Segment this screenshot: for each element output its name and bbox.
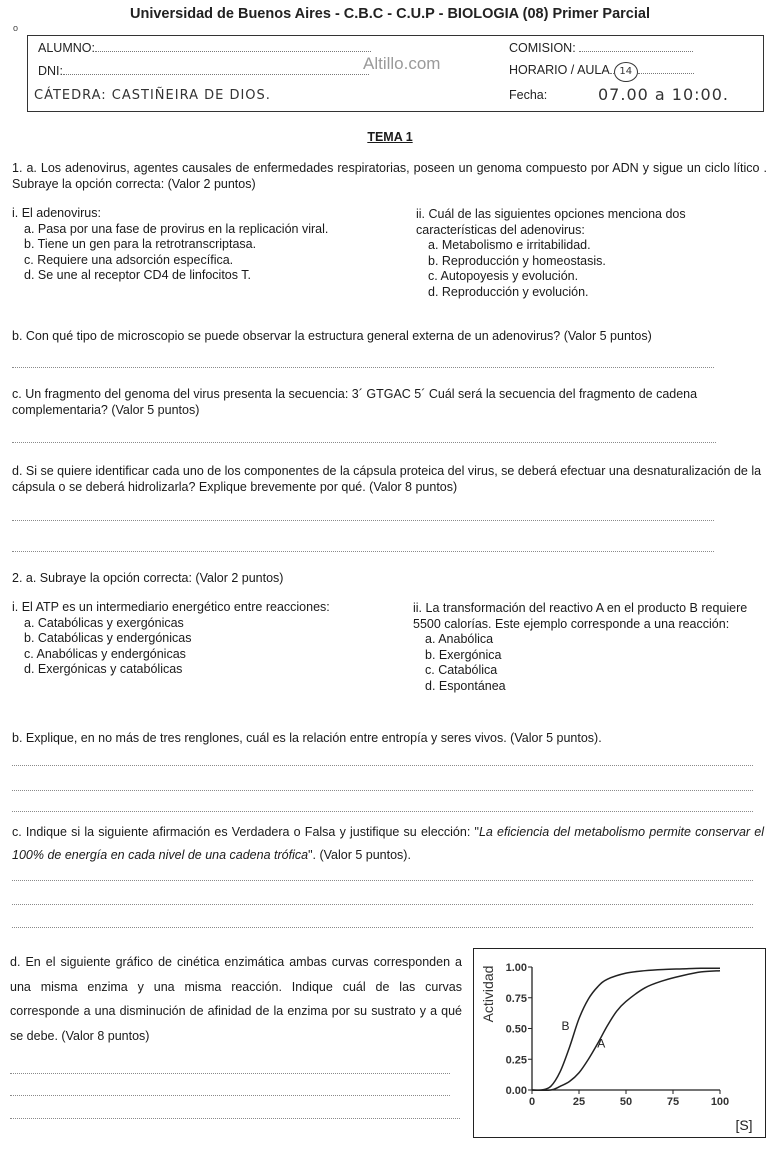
q1-i-option-c[interactable]: c. Requiere una adsorción específica. (24, 252, 234, 267)
q2-i-option-a[interactable]: a. Catabólicas y exergónicas (24, 615, 184, 630)
q1-d-question: d. Si se quiere identificar cada uno de los componentes de la cápsula proteica del virus, se deberá efectuar una desnaturalización de la cápsula o se deberá hidrolizarla? Explique brevemente por qué. (Valor 8 puntos) (12, 464, 762, 494)
catedra-handwritten: CÁTEDRA: CASTIÑEIRA DE DIOS. (34, 88, 271, 103)
q2-i-block (12, 600, 392, 678)
q1-i-block (12, 206, 392, 284)
curve-label-b: B (561, 1019, 570, 1034)
q1-ii-option-b[interactable]: b. Reproducción y homeostasis. (428, 253, 606, 268)
x-tick-label: 25 (572, 1096, 586, 1108)
horario-field[interactable] (509, 62, 694, 82)
q2-d-question: d. En el siguiente gráfico de cinética enzimática ambas curvas corresponden a una misma enzima y una misma reacción. Indique cuál de las curvas corresponde a una disminución de afinidad de la enzima por su sustrato y a qué se debe. (Valor 8 puntos) (10, 955, 462, 1043)
q2-i-option-d[interactable]: d. Exergónicas y catabólicas (24, 662, 183, 676)
q2-ii-block (413, 601, 753, 694)
horario-label: HORARIO / AULA (509, 63, 610, 77)
q2-c-suffix: ". (Valor 5 puntos). (308, 848, 411, 862)
q2-d-answer-line-3[interactable] (10, 1118, 460, 1119)
q2-c-answer-line-2[interactable] (12, 904, 753, 905)
q2-intro: 2. a. Subraye la opción correcta: (Valor 2 puntos) (12, 571, 284, 585)
q2-b-answer-line-2[interactable] (12, 790, 753, 791)
dni-label: DNI: (38, 64, 63, 78)
q1-b-question: b. Con qué tipo de microscopio se puede observar la estructura general externa de un adenovirus? (Valor 5 puntos) (12, 329, 652, 343)
q1-intro: 1. a. Los adenovirus, agentes causales de enfermedades respiratorias, poseen un genoma compuesto por ADN y sigue un ciclo lítico . Subraye la opción correcta: (Valor 2 puntos) (12, 161, 767, 191)
comision-blank[interactable] (579, 41, 693, 52)
dni-blank[interactable] (63, 64, 369, 75)
q1-i-option-b[interactable]: b. Tiene un gen para la retrotranscriptasa. (24, 237, 257, 251)
chart-curves (532, 968, 720, 1090)
q2-c-prefix: c. Indique si la siguiente afirmación es Verdadera o Falsa y justifique su elección: " (12, 825, 479, 839)
q2-i-option-b[interactable]: b. Catabólicas y endergónicas (24, 631, 192, 645)
q2-ii-option-a[interactable]: a. Anabólica (425, 632, 494, 646)
q1-ii-option-a[interactable]: a. Metabolismo e irritabilidad. (428, 238, 591, 252)
q2-c-answer-line-1[interactable] (12, 880, 753, 881)
q1-b-answer-line[interactable] (12, 367, 714, 368)
q1-c-question: c. Un fragmento del genoma del virus presenta la secuencia: 3´ GTGAC 5´ Cuál será la secuencia del fragmento de cadena complementaria? (Valor 5 puntos) (12, 387, 698, 417)
q2-i-stem: i. El ATP es un intermediario energético entre reacciones: (12, 600, 330, 614)
q2-d-answer-line-1[interactable] (10, 1073, 450, 1074)
q1-ii-option-d[interactable]: d. Reproducción y evolución. (428, 284, 589, 299)
x-axis-label: [S] (735, 1117, 753, 1133)
alumno-blank[interactable] (95, 41, 371, 52)
q2-b-answer-line-1[interactable] (12, 765, 753, 766)
q2-ii-option-b[interactable]: b. Exergónica (425, 647, 502, 662)
x-tick-label: 75 (666, 1096, 680, 1108)
chart-svg (474, 949, 764, 1136)
q1-d-answer-line-1[interactable] (12, 520, 714, 521)
q2-b-question: b. Explique, en no más de tres renglones, cuál es la relación entre entropía y seres vivos. (Valor 5 puntos). (12, 731, 602, 745)
comision-label: COMISION: (509, 41, 576, 55)
q2-d-answer-line-2[interactable] (10, 1095, 450, 1096)
horario-blank[interactable] (638, 63, 694, 74)
q1-ii-block (416, 207, 716, 300)
y-tick-label: 0.75 (505, 992, 527, 1005)
q2-ii-option-d[interactable]: d. Espontánea (425, 678, 506, 693)
enzyme-kinetics-chart (473, 948, 766, 1138)
q1-i-option-a[interactable]: a. Pasa por una fase de provirus en la replicación viral. (24, 221, 329, 236)
exam-title: Universidad de Buenos Aires - C.B.C - C.U.P - BIOLOGIA (08) Primer Parcial (130, 6, 650, 22)
q2-b-answer-line-3[interactable] (12, 811, 753, 812)
q1-i-option-d[interactable]: d. Se une al receptor CD4 de linfocitos T. (24, 268, 251, 282)
y-tick-label: 0.25 (505, 1054, 527, 1067)
alumno-field[interactable] (38, 41, 371, 55)
corner-mark: o (13, 23, 19, 33)
q2-c-answer-line-3[interactable] (12, 927, 753, 928)
comision-field[interactable] (509, 41, 693, 55)
chart-axes (506, 962, 730, 1108)
q1-c-answer-line[interactable] (12, 442, 716, 443)
y-tick-label: 0.50 (505, 1023, 527, 1036)
q2-i-option-c[interactable]: c. Anabólicas y endergónicas (24, 646, 186, 661)
curve-b (532, 968, 720, 1090)
q2-c-quote: La eficiencia del metabolismo permite conservar el 100% de energía en cada nivel de una cadena trófica (12, 825, 764, 862)
dni-field[interactable] (38, 64, 369, 78)
q2-ii-option-c[interactable]: c. Catabólica (425, 663, 498, 677)
q2-ii-stem: ii. La transformación del reactivo A en el producto B requiere 5500 calorías. Este ejemplo corresponde a una reacción: (413, 601, 748, 631)
y-tick-label: 1.00 (505, 962, 527, 974)
alumno-label: ALUMNO: (38, 41, 95, 55)
q1-d-answer-line-2[interactable] (12, 551, 714, 552)
fecha-label: Fecha: (509, 88, 548, 102)
section-heading: TEMA 1 (367, 130, 413, 144)
watermark: Altillo.com (363, 54, 441, 73)
y-axis-label: Actividad (480, 965, 496, 1023)
q1-ii-stem: ii. Cuál de las siguientes opciones menciona dos características del adenovirus: (416, 207, 686, 237)
fecha-handwritten: 07.00 a 10:00. (598, 85, 729, 104)
y-tick-label: 0.00 (505, 1085, 527, 1097)
q1-ii-option-c[interactable]: c. Autopoyesis y evolución. (428, 269, 579, 283)
aula-handwritten: 14 (614, 62, 638, 82)
x-tick-label: 50 (619, 1096, 633, 1108)
x-tick-label: 100 (710, 1096, 730, 1108)
curve-label-a: A (597, 1036, 606, 1051)
q1-i-stem: i. El adenovirus: (12, 206, 101, 220)
x-tick-label: 0 (528, 1096, 536, 1108)
q2-c-question (12, 821, 764, 867)
